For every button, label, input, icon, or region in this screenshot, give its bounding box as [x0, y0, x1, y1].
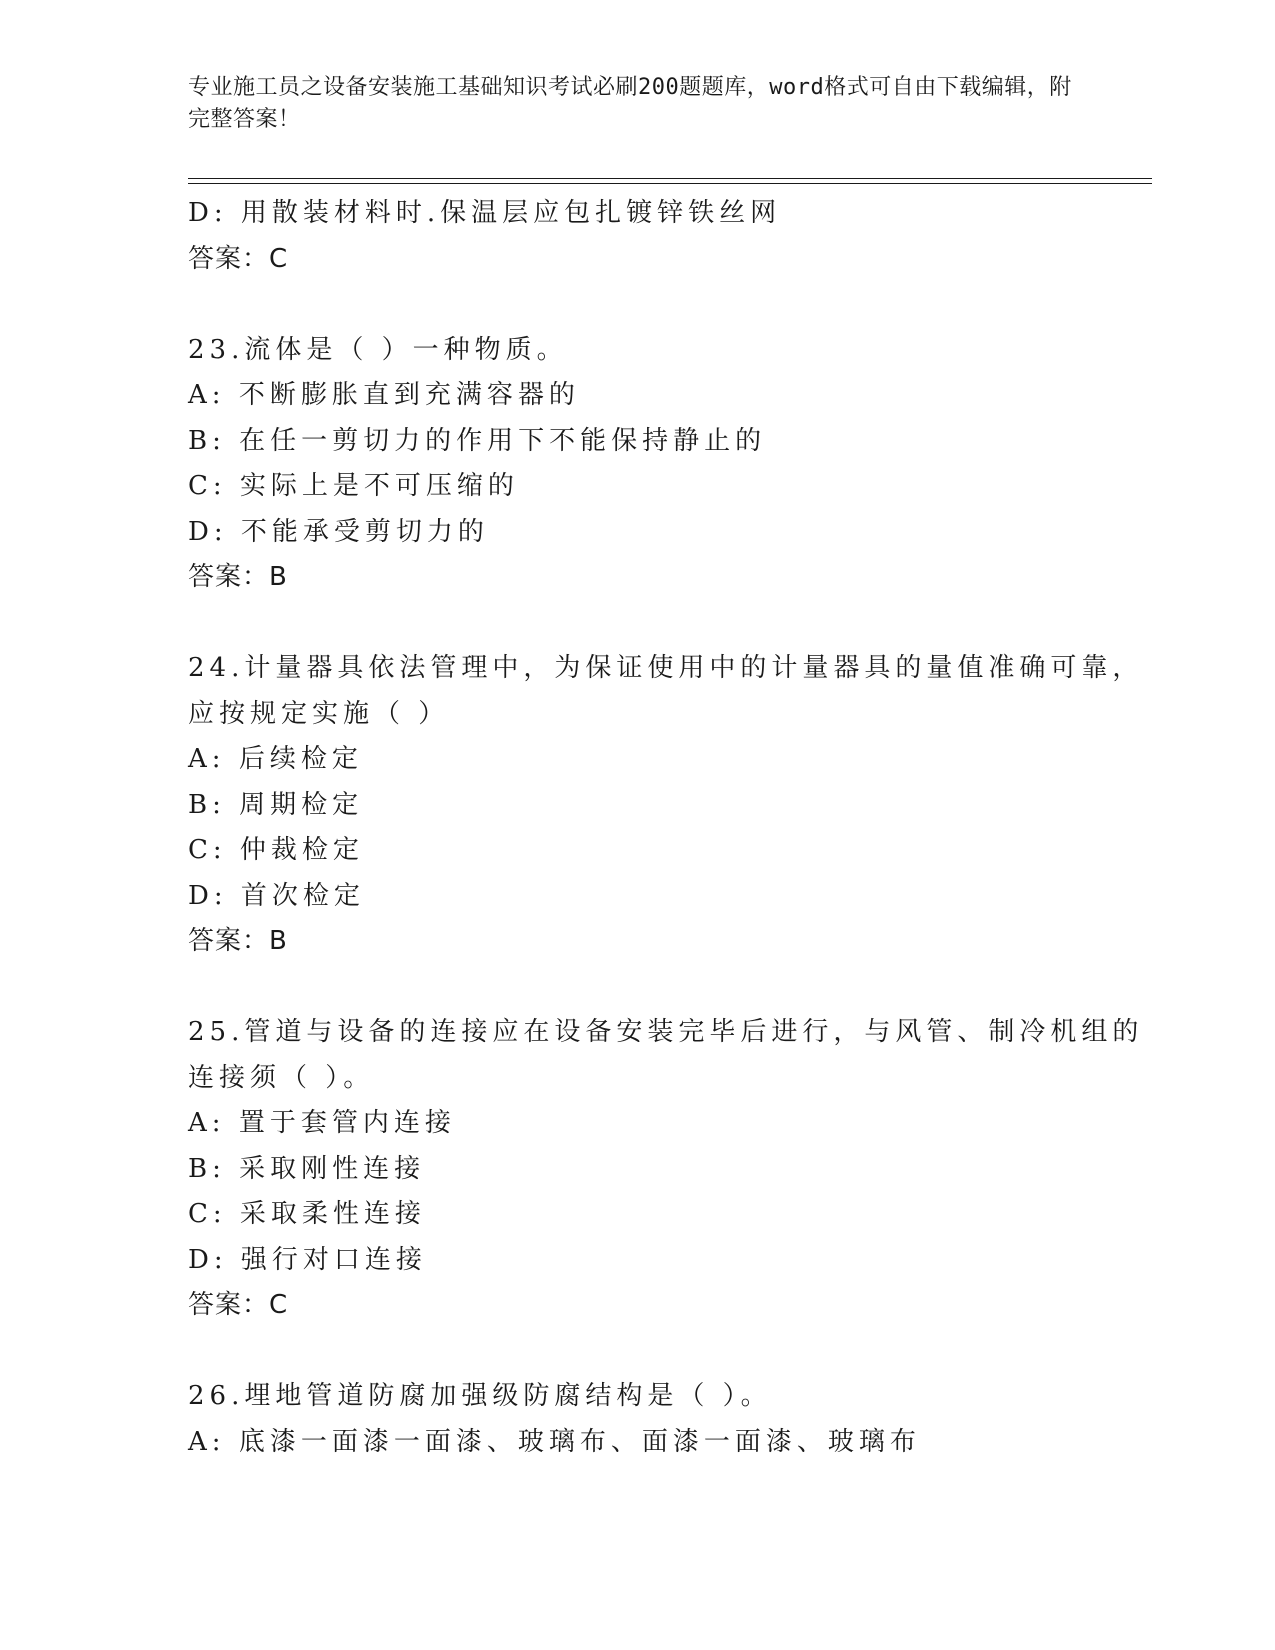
option-letter: A: [188, 744, 226, 774]
option-line [188, 874, 1128, 920]
question-stem: 26.埋地管道防腐加强级防腐结构是（ ）。 [188, 1381, 772, 1411]
option-line [188, 1238, 1128, 1284]
option-text: 采取柔性连接 [239, 1199, 426, 1229]
option-line [188, 464, 1128, 510]
option-text: 周期检定 [239, 789, 364, 820]
option-letter: D: [188, 1244, 228, 1275]
option-line [188, 1420, 1128, 1466]
question-stem-continued: 应按规定实施（ ） [188, 698, 450, 729]
option-line [188, 1192, 1128, 1238]
option-letter: D: [188, 516, 228, 547]
document-header: 专业施工员之设备安装施工基础知识考试必刷200题题库，word格式可自由下载编辑，附完整答案！ [188, 75, 1072, 132]
option-line [188, 191, 1128, 237]
option-text: 底漆一面漆一面漆、玻璃布、面漆一面漆、玻璃布 [238, 1426, 921, 1457]
answer-line: 答案：B [188, 926, 288, 956]
option-text: 置于套管内连接 [238, 1108, 456, 1138]
option-text: 实际上是不可压缩的 [239, 471, 519, 501]
option-text: 在任一剪切力的作用下不能保持静止的 [239, 425, 767, 456]
option-text: 不断膨胀直到充满容器的 [238, 380, 580, 410]
question-stem: 25.管道与设备的连接应在设备安装完毕后进行，与风管、制冷机组的 [188, 1017, 1144, 1047]
option-letter: A: [188, 380, 226, 410]
option-letter: C: [188, 471, 227, 501]
header-divider-bottom [188, 183, 1152, 184]
option-letter: A: [188, 1108, 226, 1138]
option-letter: C: [188, 835, 227, 865]
question-stem: 24.计量器具依法管理中，为保证使用中的计量器具的量值准确可靠， [188, 653, 1144, 683]
option-text: 用散装材料时.保温层应包扎镀锌铁丝网 [240, 198, 782, 228]
option-letter: B: [188, 425, 226, 456]
option-line [188, 510, 1128, 556]
option-text: 不能承受剪切力的 [240, 516, 489, 547]
option-line [188, 828, 1128, 874]
question-stem: 23.流体是（ ）一种物质。 [188, 334, 568, 365]
option-text: 采取刚性连接 [239, 1153, 426, 1184]
option-letter: A: [188, 1426, 226, 1457]
question-list [188, 191, 1144, 1465]
option-line [188, 1101, 1128, 1147]
option-text: 仲裁检定 [239, 835, 364, 865]
option-line [188, 783, 1128, 829]
answer-line: 答案：B [188, 562, 288, 592]
option-text: 首次检定 [240, 880, 365, 911]
option-letter: D: [188, 880, 228, 911]
option-text: 强行对口连接 [240, 1244, 427, 1275]
option-letter: C: [188, 1199, 227, 1229]
option-letter: D: [188, 198, 228, 228]
answer-line: 答案：C [188, 1290, 289, 1320]
option-text: 后续检定 [238, 744, 363, 774]
header-divider-top [188, 178, 1152, 179]
question-stem-continued: 连接须（ ）。 [188, 1062, 375, 1093]
option-line [188, 373, 1128, 419]
option-letter: B: [188, 789, 226, 820]
option-letter: B: [188, 1153, 226, 1184]
option-line [188, 1147, 1128, 1193]
option-line [188, 419, 1128, 465]
option-line [188, 737, 1128, 783]
answer-line: 答案：C [188, 243, 289, 274]
